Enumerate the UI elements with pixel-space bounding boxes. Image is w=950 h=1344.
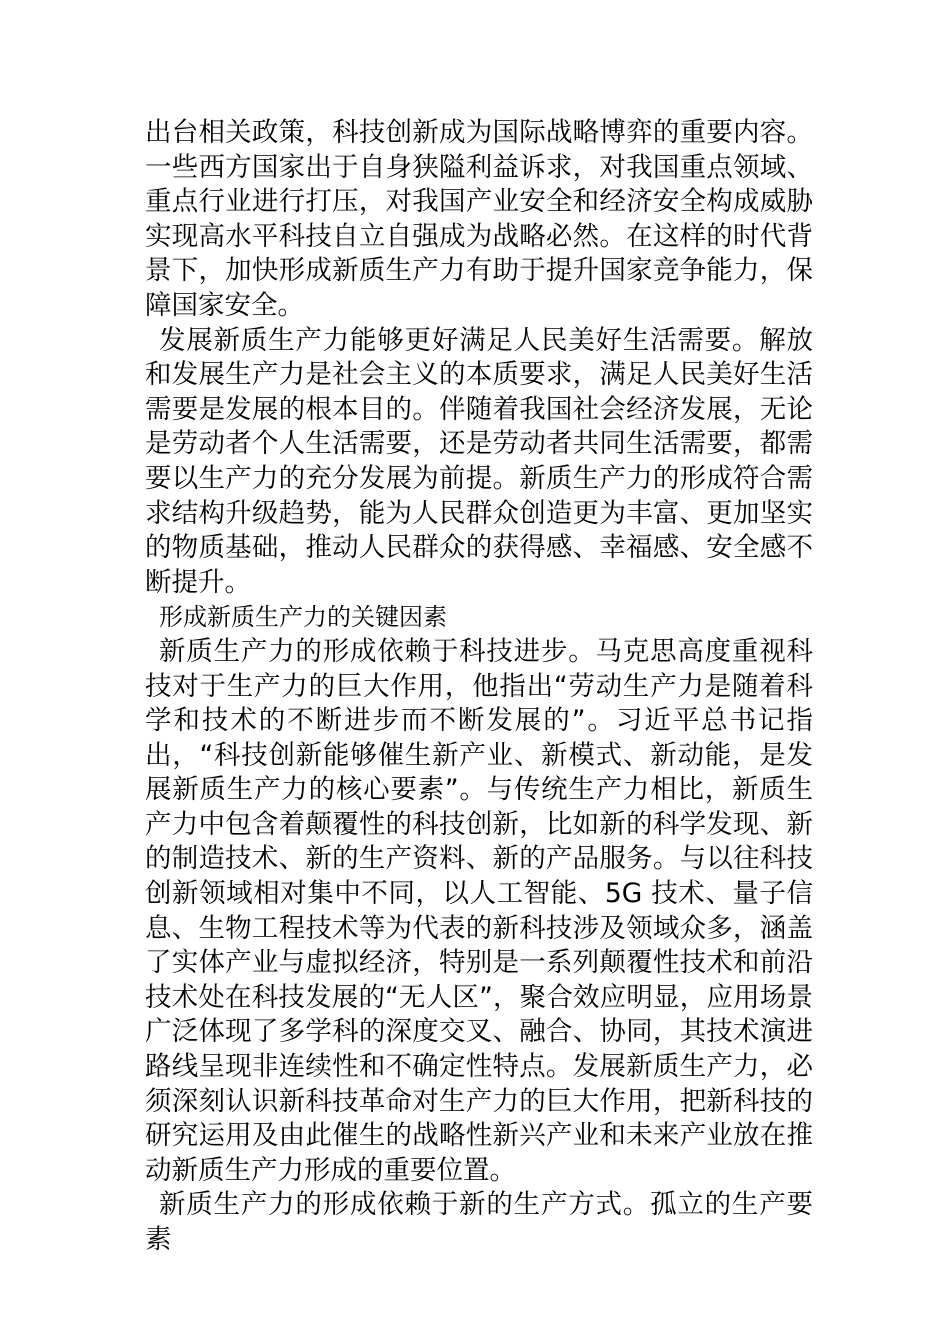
paragraph-national-security: 出台相关政策，科技创新成为国际战略博弈的重要内容。一些西方国家出于自身狭隘利益诉求，对我国重点领域、重点行业进行打压，对我国产业安全和经济安全构成威胁实现高水平科技自立自强成为战略必然。在这样的时代背景下，加快形成新质生产力有助于提升国家竞争能力，保障国家安全。	[145, 117, 813, 321]
paragraph-production-mode: 新质生产力的形成依赖于新的生产方式。孤立的生产要素	[145, 1189, 813, 1255]
paragraph-tech-progress: 新质生产力的形成依赖于科技进步。马克思高度重视科技对于生产力的巨大作用，他指出“劳动生产力是随着科学和技术的不断进步而不断发展的”。习近平总书记指出，“科技创新能够催生新产业、新模式、新动能，是发展新质生产力的核心要素”。与传统生产力相比，新质生产力中包含着颠覆性的科技创新，比如新的科学发现、新的制造技术、新的生产资料、新的产品服务。与以往科技创新领域相对集中不同，以人工智能、5G 技术、量子信息、生物工程技术等为代表的新科技涉及领域众多，涵盖了实体产业与虚拟经济，特别是一系列颠覆性技术和前沿技术处在科技发展的“无人区”，聚合效应明显，应用场景广泛体现了多学科的深度交叉、融合、协同，其技术演进路线呈现非连续性和不确定性特点。发展新质生产力，必须深刻认识新科技革命对生产力的巨大作用，把新科技的研究运用及由此催生的战略性新兴产业和未来产业放在推动新质生产力形成的重要位置。	[145, 635, 813, 1186]
section-heading: 形成新质生产力的关键因素	[159, 603, 447, 632]
document-page	[145, 116, 813, 1258]
paragraph-people-needs: 发展新质生产力能够更好满足人民美好生活需要。解放和发展生产力是社会主义的本质要求，满足人民美好生活需要是发展的根本目的。伴随着我国社会经济发展，无论是劳动者个人生活需要，还是劳动者共同生活需要，都需要以生产力的充分发展为前提。新质生产力的形成符合需求结构升级趋势，能为人民群众创造更为丰富、更加坚实的物质基础，推动人民群众的获得感、幸福感、安全感不断提升。	[145, 324, 813, 598]
